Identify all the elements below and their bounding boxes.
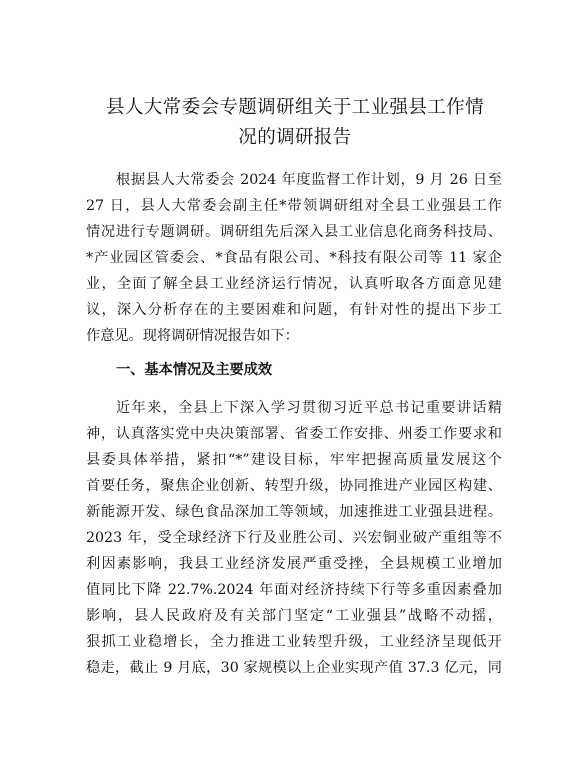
paragraph-line: 神，认真落实党中央决策部署、省委工作安排、州委工作要求和 <box>86 426 502 442</box>
paragraph-line: 稳走，截止 9 月底，30 家规模以上企业实现产值 37.3 亿元，同 <box>86 660 502 676</box>
paragraph-line: 近年来，全县上下深入学习贯彻习近平总书记重要讲话精 <box>116 400 502 416</box>
paragraph-line: 影响，县人民政府及有关部门坚定“工业强县”战略不动摇， <box>86 608 502 624</box>
paragraph-line: 业，全面了解全县工业经济运行情况，认真听取各方面意见建 <box>86 276 502 292</box>
document-title-line-1: 县人大常委会专题调研组关于工业强县工作情 <box>105 97 484 118</box>
paragraph-line: 县委具体举措，紧扣“*”建设目标，牢牢把握高质量发展这个 <box>86 452 502 468</box>
paragraph-line: *产业园区管委会、*食品有限公司、*科技有限公司等 11 家企 <box>86 250 502 266</box>
paragraph-line: 根据县人大常委会 2024 年度监督工作计划，9 月 26 日至 <box>116 172 502 188</box>
paragraph-line: 情况进行专题调研。调研组先后深入县工业信息化商务科技局、 <box>86 224 502 240</box>
section-heading: 一、基本情况及主要成效 <box>116 362 273 378</box>
paragraph-line: 利因素影响，我县工业经济发展严重受挫，全县规模工业增加 <box>86 556 502 572</box>
paragraph-line: 2023 年，受全球经济下行及业胜公司、兴宏铜业破产重组等不 <box>86 530 502 546</box>
paragraph-line: 狠抓工业稳增长，全力推进工业转型升级，工业经济呈现低开 <box>86 634 502 650</box>
paragraph-line: 27 日，县人大常委会副主任*带领调研组对全县工业强县工作 <box>86 198 502 214</box>
paragraph-line: 值同比下降 22.7%.2024 年面对经济持续下行等多重因素叠加 <box>86 582 502 598</box>
document-title-line-2: 况的调研报告 <box>238 127 352 148</box>
paragraph-line: 首要任务，聚焦企业创新、转型升级，协同推进产业园区构建、 <box>86 478 502 494</box>
paragraph-line: 新能源开发、绿色食品深加工等领域，加速推进工业强县进程。 <box>86 504 502 520</box>
paragraph-line: 作意见。现将调研情况报告如下： <box>86 328 299 344</box>
paragraph-line: 议，深入分析存在的主要困难和问题，有针对性的提出下步工 <box>86 302 502 318</box>
